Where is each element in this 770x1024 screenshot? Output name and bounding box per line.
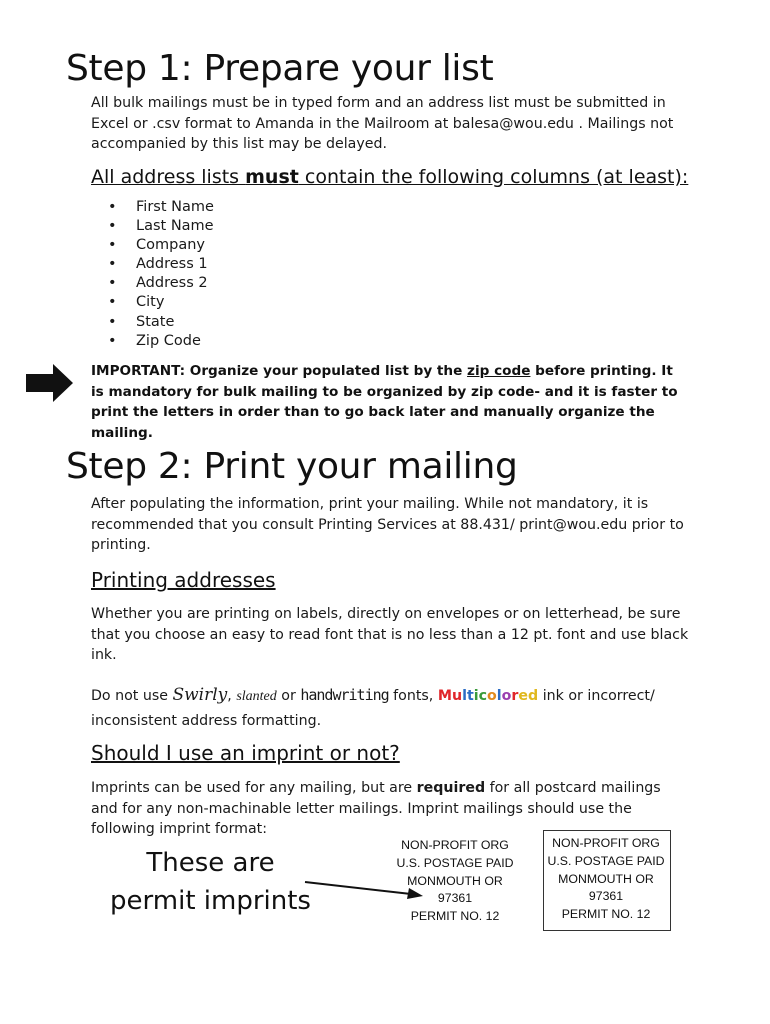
permit-imprint-boxed bbox=[543, 830, 671, 931]
permit-label-line2: permit imprints bbox=[110, 886, 311, 916]
multicolored-letter: o bbox=[501, 688, 512, 704]
donot-tail: ink or incorrect/ inconsistent address formatting. bbox=[91, 688, 655, 729]
step1-intro: All bulk mailings must be in typed form and an address list must be submitted in Excel or .csv format to Amanda in the Mailroom at balesa@wou.edu . Mailings not accompanied by this list may be delayed. bbox=[91, 95, 674, 152]
donot-or: or bbox=[276, 688, 301, 704]
important-before: IMPORTANT: Organize your populated list by the bbox=[91, 363, 468, 379]
required-columns-list bbox=[108, 198, 214, 351]
permit-line: U.S. POSTAGE PAID bbox=[547, 853, 665, 868]
important-after: before printing. It is mandatory for bulk mailing to be organized by zip code- and it is faster to print the letters in order than to go back later and manually organize the mailing. bbox=[91, 363, 678, 441]
right-arrow-icon bbox=[26, 363, 74, 403]
permit-line: PERMIT NO. 12 bbox=[561, 907, 651, 922]
columns-heading bbox=[91, 166, 688, 188]
permit-line: 97361 bbox=[588, 889, 624, 904]
handwriting-sample: handwriting bbox=[300, 686, 389, 704]
multicolored-letter: l bbox=[462, 688, 467, 704]
printing-addresses-heading: Printing addresses bbox=[91, 568, 276, 592]
permit-line: MONMOUTH OR bbox=[558, 871, 654, 886]
multicolored-letter: t bbox=[466, 688, 474, 704]
list-item: • Address 2 bbox=[108, 274, 214, 293]
step2-heading: Step 2: Print your mailing bbox=[66, 446, 518, 487]
donot-comma: , bbox=[227, 688, 237, 704]
list-item: • Zip Code bbox=[108, 332, 214, 351]
zip-code-link: zip code bbox=[467, 363, 531, 379]
multicolored-letter: u bbox=[451, 688, 463, 704]
multicolored-letter: o bbox=[487, 688, 497, 704]
imprint-before: Imprints can be used for any mailing, but are bbox=[91, 780, 417, 796]
permit-imprint-boxed-text bbox=[536, 835, 676, 924]
step1-heading: Step 1: Prepare your list bbox=[66, 48, 494, 89]
multicolored-letter: c bbox=[478, 688, 488, 704]
multicolored-letter: r bbox=[511, 688, 519, 704]
donot-text bbox=[91, 683, 691, 733]
multicolored-letter: d bbox=[528, 688, 539, 704]
permit-line: NON-PROFIT ORG bbox=[401, 838, 509, 852]
permit-line: MONMOUTH OR bbox=[407, 873, 503, 888]
important-note bbox=[91, 361, 681, 443]
step2-intro: After populating the information, print your mailing. While not mandatory, it is recommended that you consult Printing Services at 88.431/ print@wou.edu prior to printing. bbox=[91, 496, 684, 553]
list-item: • Company bbox=[108, 236, 214, 255]
donot-lead: Do not use bbox=[91, 688, 173, 704]
multicolored-letter: M bbox=[437, 688, 452, 704]
imprint-heading: Should I use an imprint or not? bbox=[91, 741, 400, 765]
columns-heading-after: contain the following columns (at least): bbox=[298, 166, 689, 188]
list-item: • State bbox=[108, 313, 214, 332]
slanted-sample: slanted bbox=[236, 689, 277, 704]
permit-line: U.S. POSTAGE PAID bbox=[396, 855, 514, 870]
list-item: • City bbox=[108, 293, 214, 312]
multicolored-sample bbox=[438, 688, 538, 704]
list-item: • Address 1 bbox=[108, 255, 214, 274]
printing-addresses-text: Whether you are printing on labels, directly on envelopes or on letterhead, be sure that you choose an easy to read font that is no less than a 12 pt. font and use black ink. bbox=[91, 606, 689, 663]
permit-line: NON-PROFIT ORG bbox=[552, 836, 660, 850]
multicolored-letter: l bbox=[496, 688, 502, 704]
list-item: • Last Name bbox=[108, 217, 214, 236]
list-item: • First Name bbox=[108, 198, 214, 217]
columns-heading-before: All address lists bbox=[91, 166, 246, 188]
donot-fonts: fonts, bbox=[388, 688, 438, 704]
multicolored-letter: i bbox=[473, 688, 479, 704]
permit-line: PERMIT NO. 12 bbox=[410, 909, 500, 924]
imprint-after: for all postcard mailings and for any non-machinable letter mailings. Imprint mailings should use the following imprint format: bbox=[91, 780, 661, 837]
permit-imprint-unboxed bbox=[385, 837, 525, 926]
multicolored-letter: e bbox=[518, 688, 529, 704]
swirly-sample: Swirly bbox=[172, 685, 228, 705]
columns-heading-emph: must bbox=[245, 166, 299, 188]
imprint-emph: required bbox=[416, 780, 486, 796]
permit-label-line1: These are bbox=[146, 848, 275, 878]
permit-line: 97361 bbox=[437, 891, 473, 906]
